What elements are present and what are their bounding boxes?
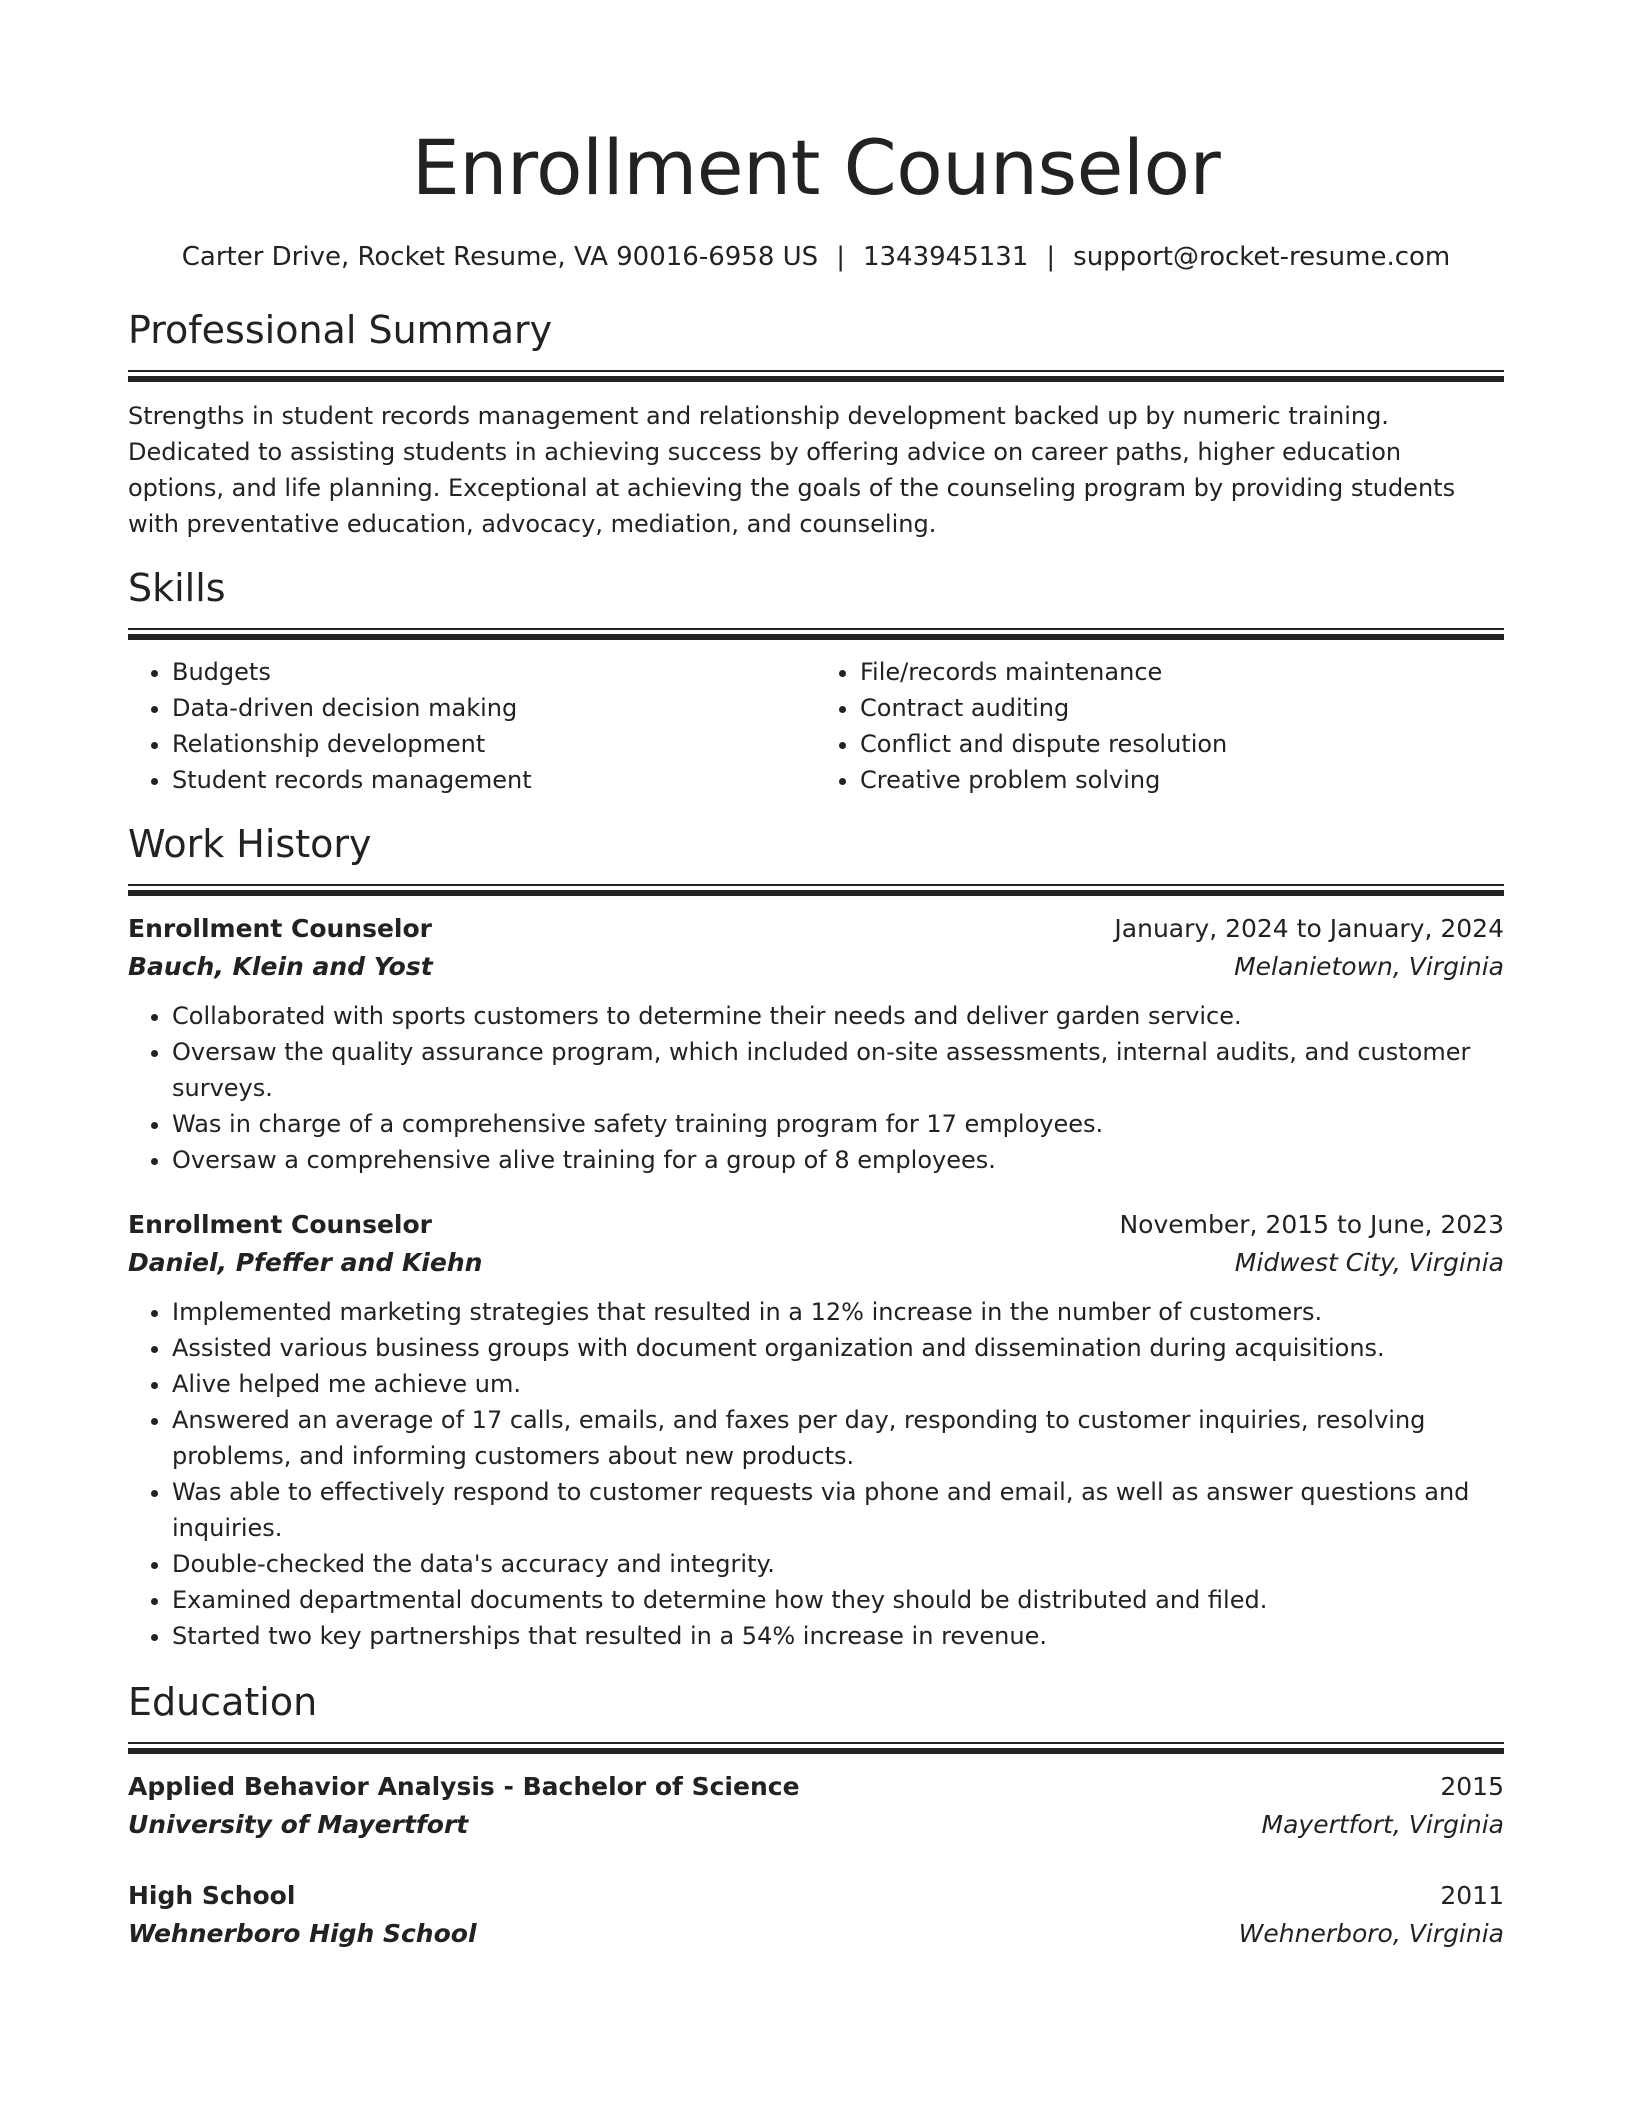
job-bullet: • Was in charge of a comprehensive safety training program for 17 employees. [172,1106,1504,1142]
skill-item: • Data-driven decision making [172,690,816,726]
skill-item: • Creative problem solving [860,762,1504,798]
skill-item: • Contract auditing [860,690,1504,726]
job-header [128,1206,1504,1244]
job-title: Enrollment Counselor [128,1210,433,1239]
contact-email: support@rocket-resume.com [1073,242,1451,272]
job-bullet: • Alive helped me achieve um. [172,1366,1504,1402]
job-company: Bauch, Klein and Yost [128,952,433,981]
education-subheader [128,1915,1504,1953]
section-title-education: Education [128,1680,318,1724]
education-school: University of Mayertfort [128,1810,469,1839]
job-header [128,910,1504,948]
summary-text: Strengths in student records management and relationship development backed up by numeric training. Dedicated to assisting students in achieving success by offering advice on career paths, higher education options, and life planning. Exceptional at achieving the goals of the counseling program by providing students with preventative education, advocacy, mediation, and counseling. [128,402,1456,538]
work-history-section [128,818,1504,1654]
education-school: Wehnerboro High School [128,1919,477,1948]
job-bullet: • Collaborated with sports customers to determine their needs and deliver garden service. [172,998,1504,1034]
education-subheader [128,1806,1504,1844]
job-bullet: • Assisted various business groups with document organization and dissemination during acquisitions. [172,1330,1504,1366]
job-dates: November, 2015 to June, 2023 [1119,1210,1504,1239]
job-bullet: • Implemented marketing strategies that resulted in a 12% increase in the number of customers. [172,1294,1504,1330]
skill-item: • Student records management [172,762,816,798]
job-entry [128,910,1504,1178]
job-bullet: • Oversaw a comprehensive alive training for a group of 8 employees. [172,1142,1504,1178]
contact-separator: | [836,242,845,272]
summary-section [128,304,1504,542]
skill-item: • File/records maintenance [860,654,1504,690]
contact-address: Carter Drive, Rocket Resume, VA 90016-6958 US [181,242,819,272]
section-divider [128,628,1504,640]
section-title-skills: Skills [128,566,226,610]
education-degree: High School [128,1881,296,1910]
job-title: Enrollment Counselor [128,914,433,943]
section-divider [128,1742,1504,1754]
education-degree: Applied Behavior Analysis - Bachelor of Science [128,1772,800,1801]
contact-line [128,240,1504,274]
job-bullet: • Answered an average of 17 calls, emails, and faxes per day, responding to customer inquiries, resolving problems, and informing customers about new products. [172,1402,1504,1474]
education-section [128,1676,1504,1953]
job-bullet: • Oversaw the quality assurance program, which included on-site assessments, internal audits, and customer surveys. [172,1034,1504,1106]
education-year: 2015 [1440,1772,1504,1801]
skill-item: • Budgets [172,654,816,690]
skill-item: • Relationship development [172,726,816,762]
skills-list-left [128,654,816,798]
job-bullet: • Started two key partnerships that resulted in a 54% increase in revenue. [172,1618,1504,1654]
education-location: Mayertfort, Virginia [1261,1810,1504,1839]
section-divider [128,370,1504,382]
section-divider [128,884,1504,896]
job-bullets [128,1294,1504,1654]
job-bullet: • Double-checked the data's accuracy and integrity. [172,1546,1504,1582]
job-bullet: • Was able to effectively respond to customer requests via phone and email, as well as answer questions and inquiries. [172,1474,1504,1546]
skills-list-right [816,654,1504,798]
job-location: Midwest City, Virginia [1234,1248,1504,1277]
job-bullet: • Examined departmental documents to determine how they should be distributed and filed. [172,1582,1504,1618]
job-subheader [128,1244,1504,1282]
education-entry [128,1877,1504,1953]
job-bullets [128,998,1504,1178]
section-title-summary: Professional Summary [128,308,553,352]
job-location: Melanietown, Virginia [1234,952,1504,981]
contact-phone: 1343945131 [862,242,1029,272]
skills-section [128,562,1504,798]
contact-separator: | [1046,242,1056,272]
education-location: Wehnerboro, Virginia [1238,1919,1504,1948]
skills-columns [128,654,1504,798]
job-subheader [128,948,1504,986]
education-header [128,1877,1504,1915]
education-year: 2011 [1440,1881,1504,1910]
job-dates: January, 2024 to January, 2024 [1114,914,1504,943]
education-header [128,1768,1504,1806]
section-title-work-history: Work History [128,822,372,866]
skill-item: • Conflict and dispute resolution [860,726,1504,762]
education-entry [128,1768,1504,1844]
job-entry [128,1206,1504,1654]
job-company: Daniel, Pfeffer and Kiehn [128,1248,483,1277]
resume-name: Enrollment Counselor [411,123,1221,212]
